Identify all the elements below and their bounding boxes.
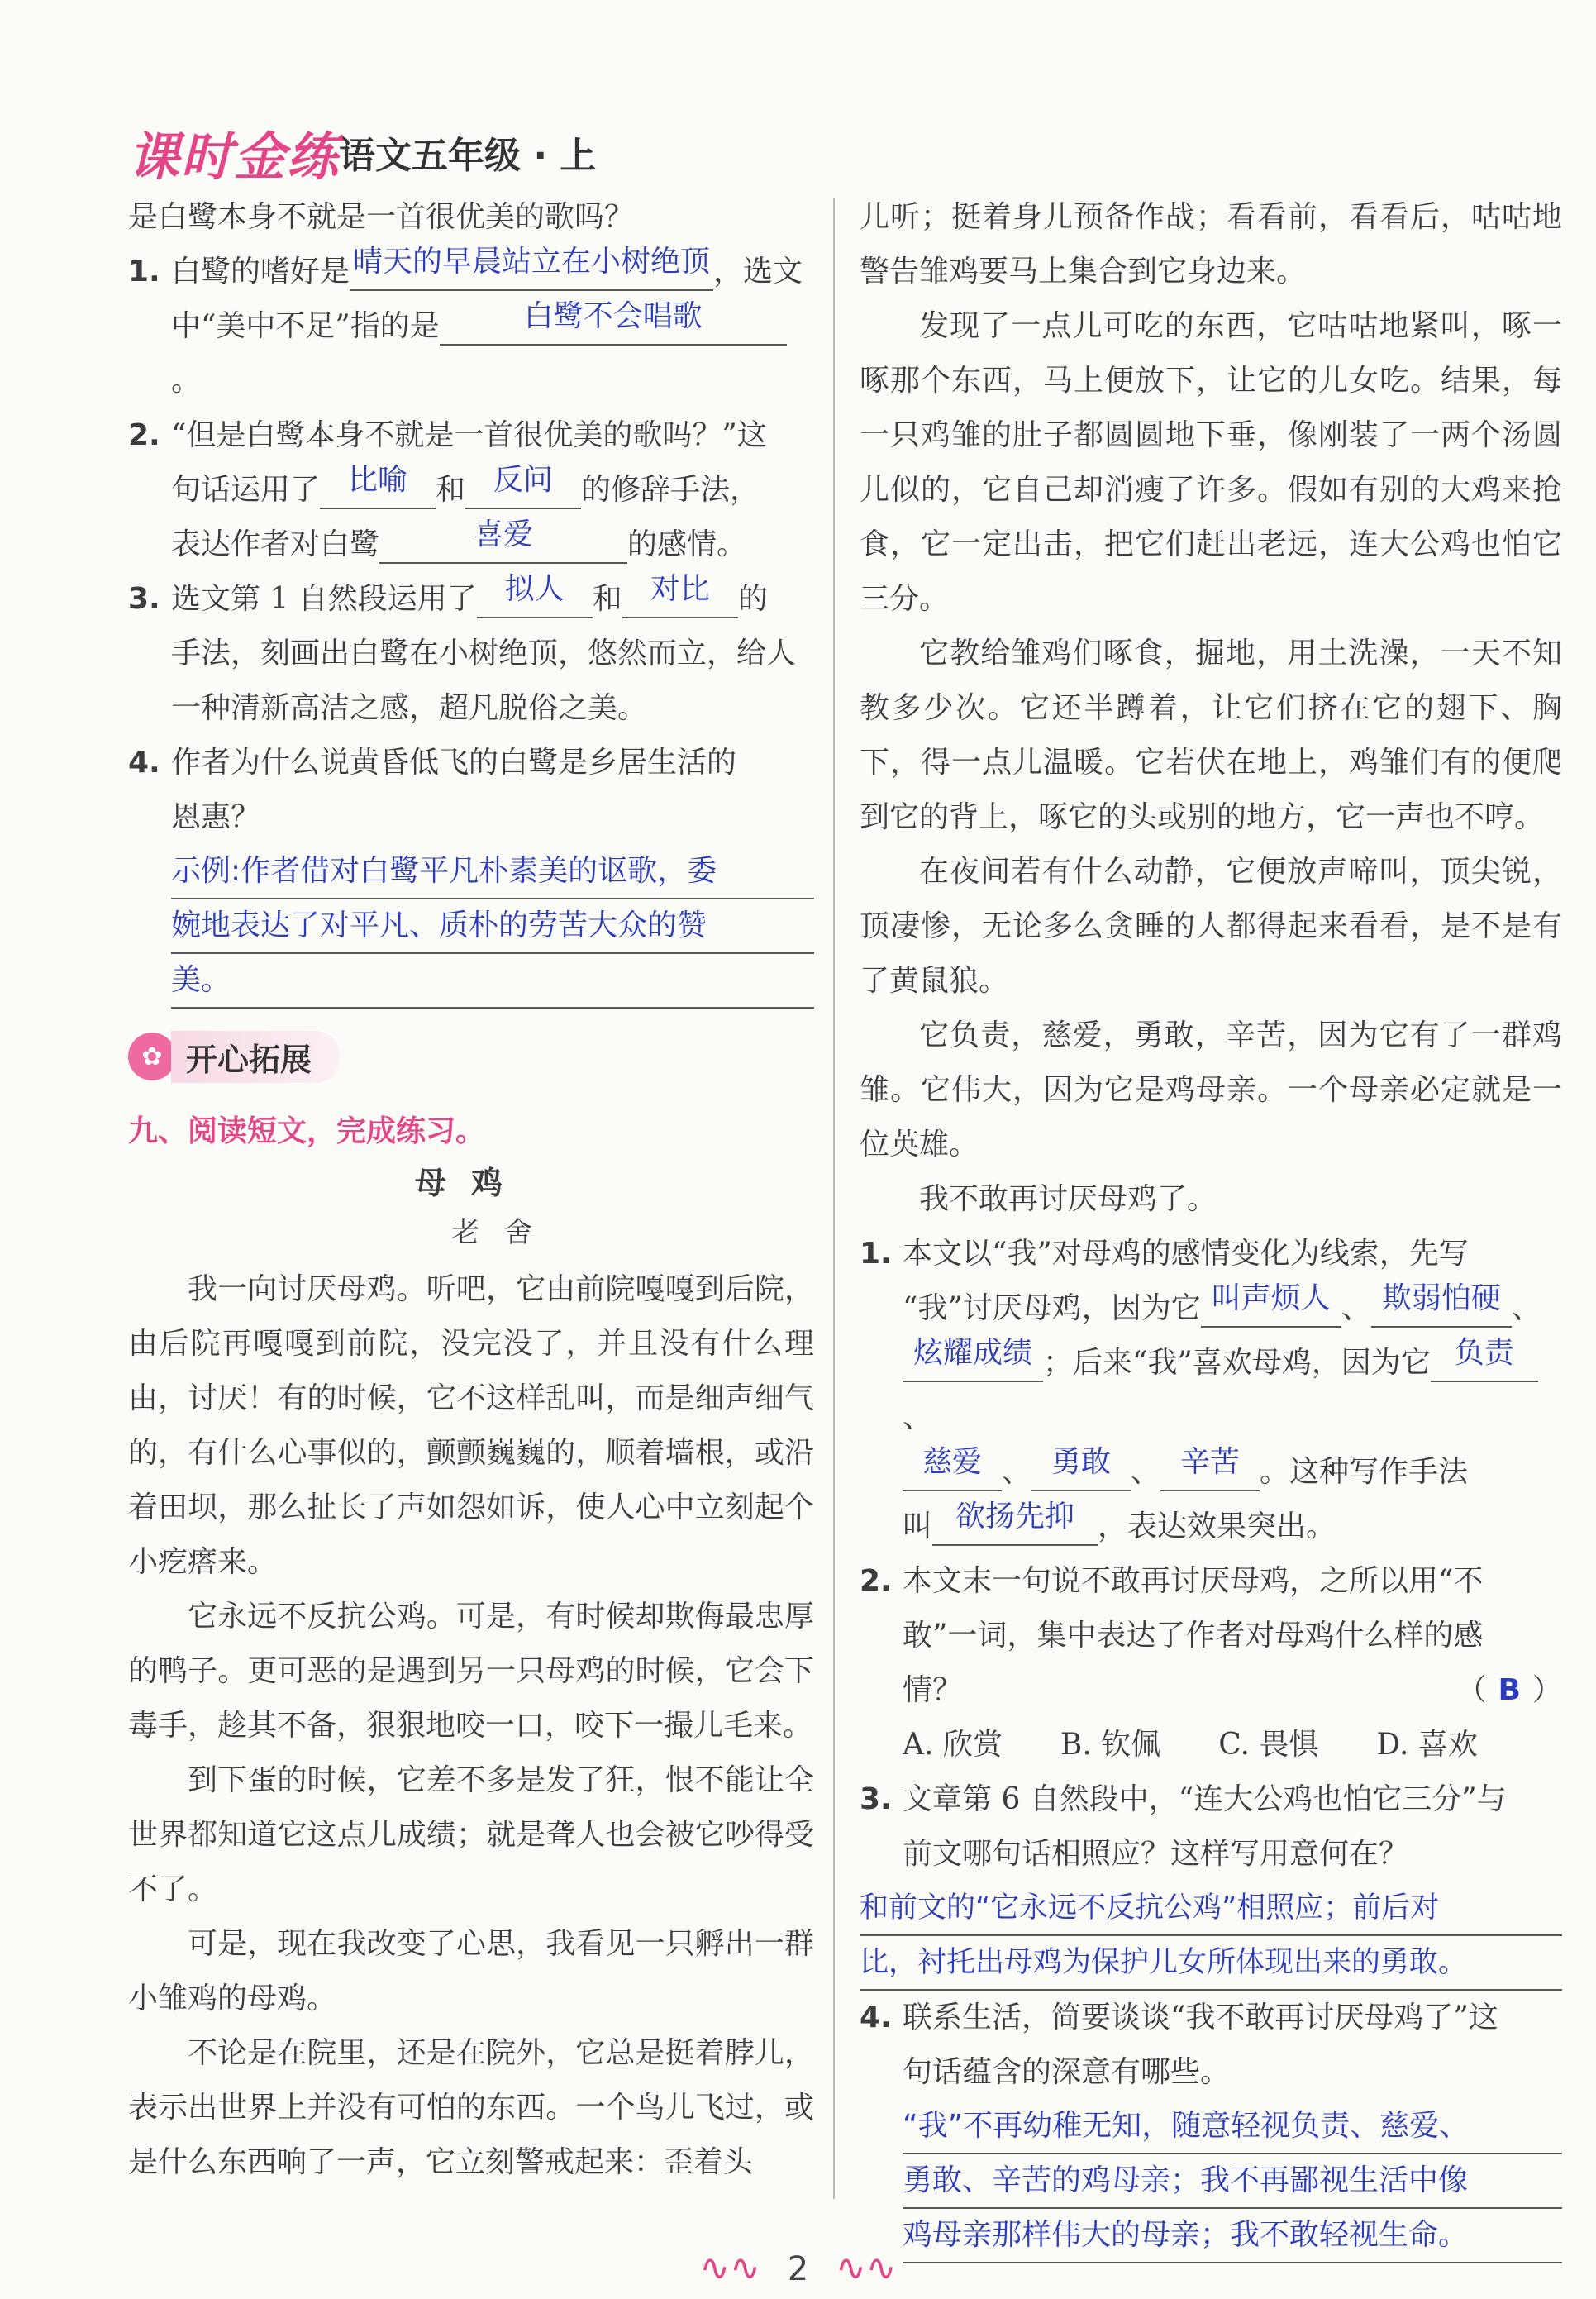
- answer-blank: [903, 1336, 1043, 1382]
- q-text: 表达作者对白鹭: [171, 527, 380, 561]
- q-text: 中“美中不足”指的是: [171, 309, 440, 343]
- paragraph: 在夜间若有什么动静，它便放声啼叫，顶尖锐，顶凄惨，无论多么贪睡的人都得起来看看，是不是有了黄鼠狼。: [860, 855, 1562, 998]
- answer-text: 白鹭不会唱歌: [523, 299, 703, 333]
- question-number: 3.: [128, 582, 160, 616]
- answer-text: 负责: [1454, 1336, 1514, 1370]
- paragraph: 它教给雏鸡们啄食，掘地，用土洗澡，一天不知教多少次。它还半蹲着，让它们挤在它的翅下、胸下，得一点儿温暖。它若伏在地上，鸡雏们有的便爬到它的背上，啄它的头或别的地方，它一声也不哼。: [860, 637, 1562, 834]
- page-number: 2: [787, 2250, 809, 2288]
- answer-blank: [320, 463, 436, 509]
- question-2: [128, 408, 814, 572]
- answer-text: 慈爱: [922, 1445, 982, 1479]
- q-text: 叫: [903, 1510, 933, 1543]
- paragraph: 儿听；挺着身儿预备作战；看看前，看看后，咕咕地警告雏鸡要马上集合到它身边来。: [860, 200, 1562, 289]
- answer-blank: [350, 245, 713, 291]
- question-3: [128, 572, 814, 736]
- brand-logo: 课时金练: [128, 126, 341, 187]
- answer-blank: [1031, 1445, 1131, 1491]
- q-text: 敢”一词，集中表达了作者对母鸡什么样的感: [903, 1619, 1484, 1653]
- q-text: ，表达效果突出。: [1098, 1510, 1336, 1543]
- answer-blank: [1160, 1445, 1260, 1491]
- option-a: A. 欣赏: [903, 1728, 1003, 1762]
- answer-text: 拟人: [504, 572, 565, 606]
- q-text: 和: [436, 473, 466, 507]
- article-author: 老舍: [451, 1216, 557, 1249]
- option-c: C. 畏惧: [1218, 1728, 1319, 1762]
- answer-blank: [1431, 1336, 1538, 1382]
- q-text: 。: [171, 364, 202, 398]
- q-text: ；后来“我”喜欢母鸡，因为它: [1043, 1346, 1431, 1380]
- q-text: 情？: [903, 1673, 963, 1707]
- paragraph: 可是，现在我改变了心思，我看见一只孵出一群小雏鸡的母鸡。: [128, 1927, 814, 2015]
- page-footer: [0, 2247, 1596, 2289]
- right-column: [860, 190, 1562, 2263]
- q-text: 句话蕴含的深意有哪些。: [903, 2055, 1231, 2089]
- q-text: 一种清新高洁之感，超凡脱俗之美。: [171, 691, 648, 725]
- q-text: 的感情。: [627, 527, 747, 561]
- question-number: 1.: [128, 255, 160, 289]
- question-r4: [860, 1991, 1562, 2263]
- paragraph: 它永远不反抗公鸡。可是，有时候却欺侮最忠厚的鸭子。更可恶的是遇到另一只母鸡的时候，它会下毒手，趁其不备，狠狠地咬一口，咬下一撮儿毛来。: [128, 1600, 814, 1743]
- question-number: 2.: [128, 418, 160, 452]
- question-number: 3.: [860, 1782, 892, 1816]
- q-text: 前文哪句话相照应？这样写用意何在？: [903, 1837, 1409, 1871]
- answer-blank: [1201, 1281, 1341, 1328]
- answer-choice: [1457, 1663, 1562, 1718]
- answer-text: 炫耀成绩: [912, 1336, 1032, 1370]
- answer-text: 喜爱: [474, 518, 534, 551]
- q-text: 的修辞手法，: [581, 473, 760, 507]
- intro-line: 是白鹭本身不就是一首很优美的歌吗？: [128, 200, 635, 234]
- q-text: 作者为什么说黄昏低飞的白鹭是乡居生活的: [171, 746, 737, 780]
- answer-line: 婉地表达了对平凡、质朴的劳苦大众的赞: [171, 899, 814, 954]
- question-number: 2.: [860, 1564, 892, 1598]
- answer-text: 反问: [493, 463, 554, 497]
- q-text: 、: [903, 1400, 933, 1434]
- q-text: 和: [592, 582, 622, 616]
- paragraph: 不论是在院里，还是在院外，它总是挺着脖儿，表示出世界上并没有可怕的东西。一个鸟儿飞过，或是什么东西响了一声，它立刻警戒起来：歪着头: [128, 2036, 814, 2179]
- answer-text: 欺弱怕硬: [1381, 1281, 1501, 1315]
- question-1: [128, 245, 814, 408]
- article-title: 母鸡: [414, 1164, 527, 1201]
- answer-line: 美。: [171, 954, 814, 1009]
- q-text: 、: [1002, 1455, 1032, 1489]
- section-banner: [128, 1023, 814, 1090]
- swirl-left-icon: ∿∿: [699, 2247, 761, 2289]
- paragraph: 我一向讨厌母鸡。听吧，它由前院嘎嘎到后院，由后院再嘎嘎到前院，没完没了，并且没有什么理由，讨厌！有的时候，它不这样乱叫，而是细声细气的，有什么心事似的，颤颤巍巍的，顺着墙根，或沿着田坝，那么扯长了声如怨如诉，使人心中立刻起个小疙瘩来。: [128, 1272, 814, 1579]
- paragraph: 我不敢再讨厌母鸡了。: [919, 1182, 1217, 1216]
- question-r3: [860, 1772, 1562, 1882]
- q-text: 本文末一句说不敢再讨厌母鸡，之所以用“不: [903, 1564, 1484, 1598]
- question-number: 1.: [860, 1237, 892, 1271]
- answer-line: 比，衬托出母鸡为保护儿女所体现出来的勇敢。: [860, 1936, 1562, 1991]
- q-text: 、: [1511, 1291, 1541, 1325]
- answer-line: 示例:作者借对白鹭平凡朴素美的讴歌，委: [171, 845, 814, 899]
- left-column: [128, 190, 814, 2190]
- q-text: 恩惠？: [171, 800, 261, 834]
- section-title: 九、阅读短文，完成练习。: [128, 1114, 486, 1148]
- answer-blank: [932, 1500, 1098, 1546]
- grade-label: 语文五年级 · 上: [339, 135, 597, 177]
- answer-blank: [1371, 1281, 1512, 1328]
- question-4: [128, 736, 814, 1009]
- q-text: 联系生活，简要谈谈“我不敢再讨厌母鸡了”这: [903, 2001, 1498, 2034]
- q-text: 本文以“我”对母鸡的感情变化为线索，先写: [903, 1237, 1469, 1271]
- swirl-right-icon: ∿∿: [835, 2247, 897, 2289]
- q-text: 句话运用了: [171, 473, 321, 507]
- paragraph: 发现了一点儿可吃的东西，它咕咕地紧叫，啄一啄那个东西，马上便放下，让它的儿女吃。结果，每一只鸡雏的肚子都圆圆地下垂，像刚装了一两个汤圆儿似的，它自己却消瘦了许多。假如有别的大鸡来抢食，它一定出击，把它们赶出老远，连大公鸡也怕它三分。: [860, 309, 1562, 616]
- answer-line: 鸡母亲那样伟大的母亲；我不敢轻视生命。: [903, 2209, 1562, 2263]
- q-text: 手法，刻画出白鹭在小树绝顶，悠然而立，给人: [171, 637, 797, 670]
- q-text: ，选文: [713, 255, 803, 289]
- q-text: “我”讨厌母鸡，因为它: [903, 1291, 1201, 1325]
- answer-blank: [379, 518, 627, 564]
- answer-line: “我”不再幼稚无知，随意轻视负责、慈爱、: [903, 2100, 1562, 2154]
- question-number: 4.: [128, 746, 160, 780]
- option-d: D. 喜欢: [1376, 1728, 1478, 1762]
- answer-line: 勇敢、辛苦的鸡母亲；我不再鄙视生活中像: [903, 2154, 1562, 2209]
- answer-text: B: [1498, 1673, 1521, 1707]
- paragraph: 到下蛋的时候，它差不多是发了狂，恨不能让全世界都知道它这点儿成绩；就是聋人也会被它吵得受不了。: [128, 1763, 814, 1906]
- answer-text: 对比: [650, 572, 710, 606]
- q-text: “但是白鹭本身不就是一首很优美的歌吗？”这: [171, 418, 767, 452]
- answer-text: 叫声烦人: [1211, 1281, 1331, 1315]
- answer-blank: [903, 1445, 1002, 1491]
- q-text: 。这种写作手法: [1260, 1455, 1469, 1489]
- answer-line: 和前文的“它永远不反抗公鸡”相照应；前后对: [860, 1882, 1562, 1936]
- question-r2: [860, 1554, 1562, 1718]
- q-text: 选文第 1 自然段运用了: [171, 582, 477, 616]
- column-divider: [833, 198, 835, 2199]
- question-r1: [860, 1227, 1562, 1554]
- answer-text: 比喻: [348, 463, 408, 497]
- section-banner-label: 开心拓展: [171, 1031, 340, 1083]
- q-text: 、: [1131, 1455, 1161, 1489]
- options-row: [860, 1718, 1562, 1772]
- answer-text: 晴天的早晨站立在小树绝顶: [353, 245, 711, 279]
- q-text: 白鹭的嗜好是: [171, 255, 350, 289]
- flower-icon: ✿: [128, 1033, 176, 1080]
- answer-blank: [440, 299, 787, 346]
- answer-blank: [622, 572, 738, 618]
- answer-text: 勇敢: [1051, 1445, 1112, 1479]
- question-number: 4.: [860, 2001, 892, 2034]
- q-text: 、: [1341, 1291, 1371, 1325]
- option-b: B. 钦佩: [1060, 1728, 1161, 1762]
- q-text: 文章第 6 自然段中，“连大公鸡也怕它三分”与: [903, 1782, 1507, 1816]
- paragraph: 它负责，慈爱，勇敢，辛苦，因为它有了一群鸡雏。它伟大，因为它是鸡母亲。一个母亲必定就是一位英雄。: [860, 1018, 1562, 1161]
- answer-text: 辛苦: [1180, 1445, 1241, 1479]
- answer-blank: [477, 572, 593, 618]
- paren: （: [1456, 1673, 1487, 1707]
- answer-blank: [465, 463, 581, 509]
- paren: ）: [1532, 1673, 1562, 1707]
- q-text: 的: [737, 582, 768, 616]
- answer-text: 欲扬先抑: [955, 1500, 1075, 1533]
